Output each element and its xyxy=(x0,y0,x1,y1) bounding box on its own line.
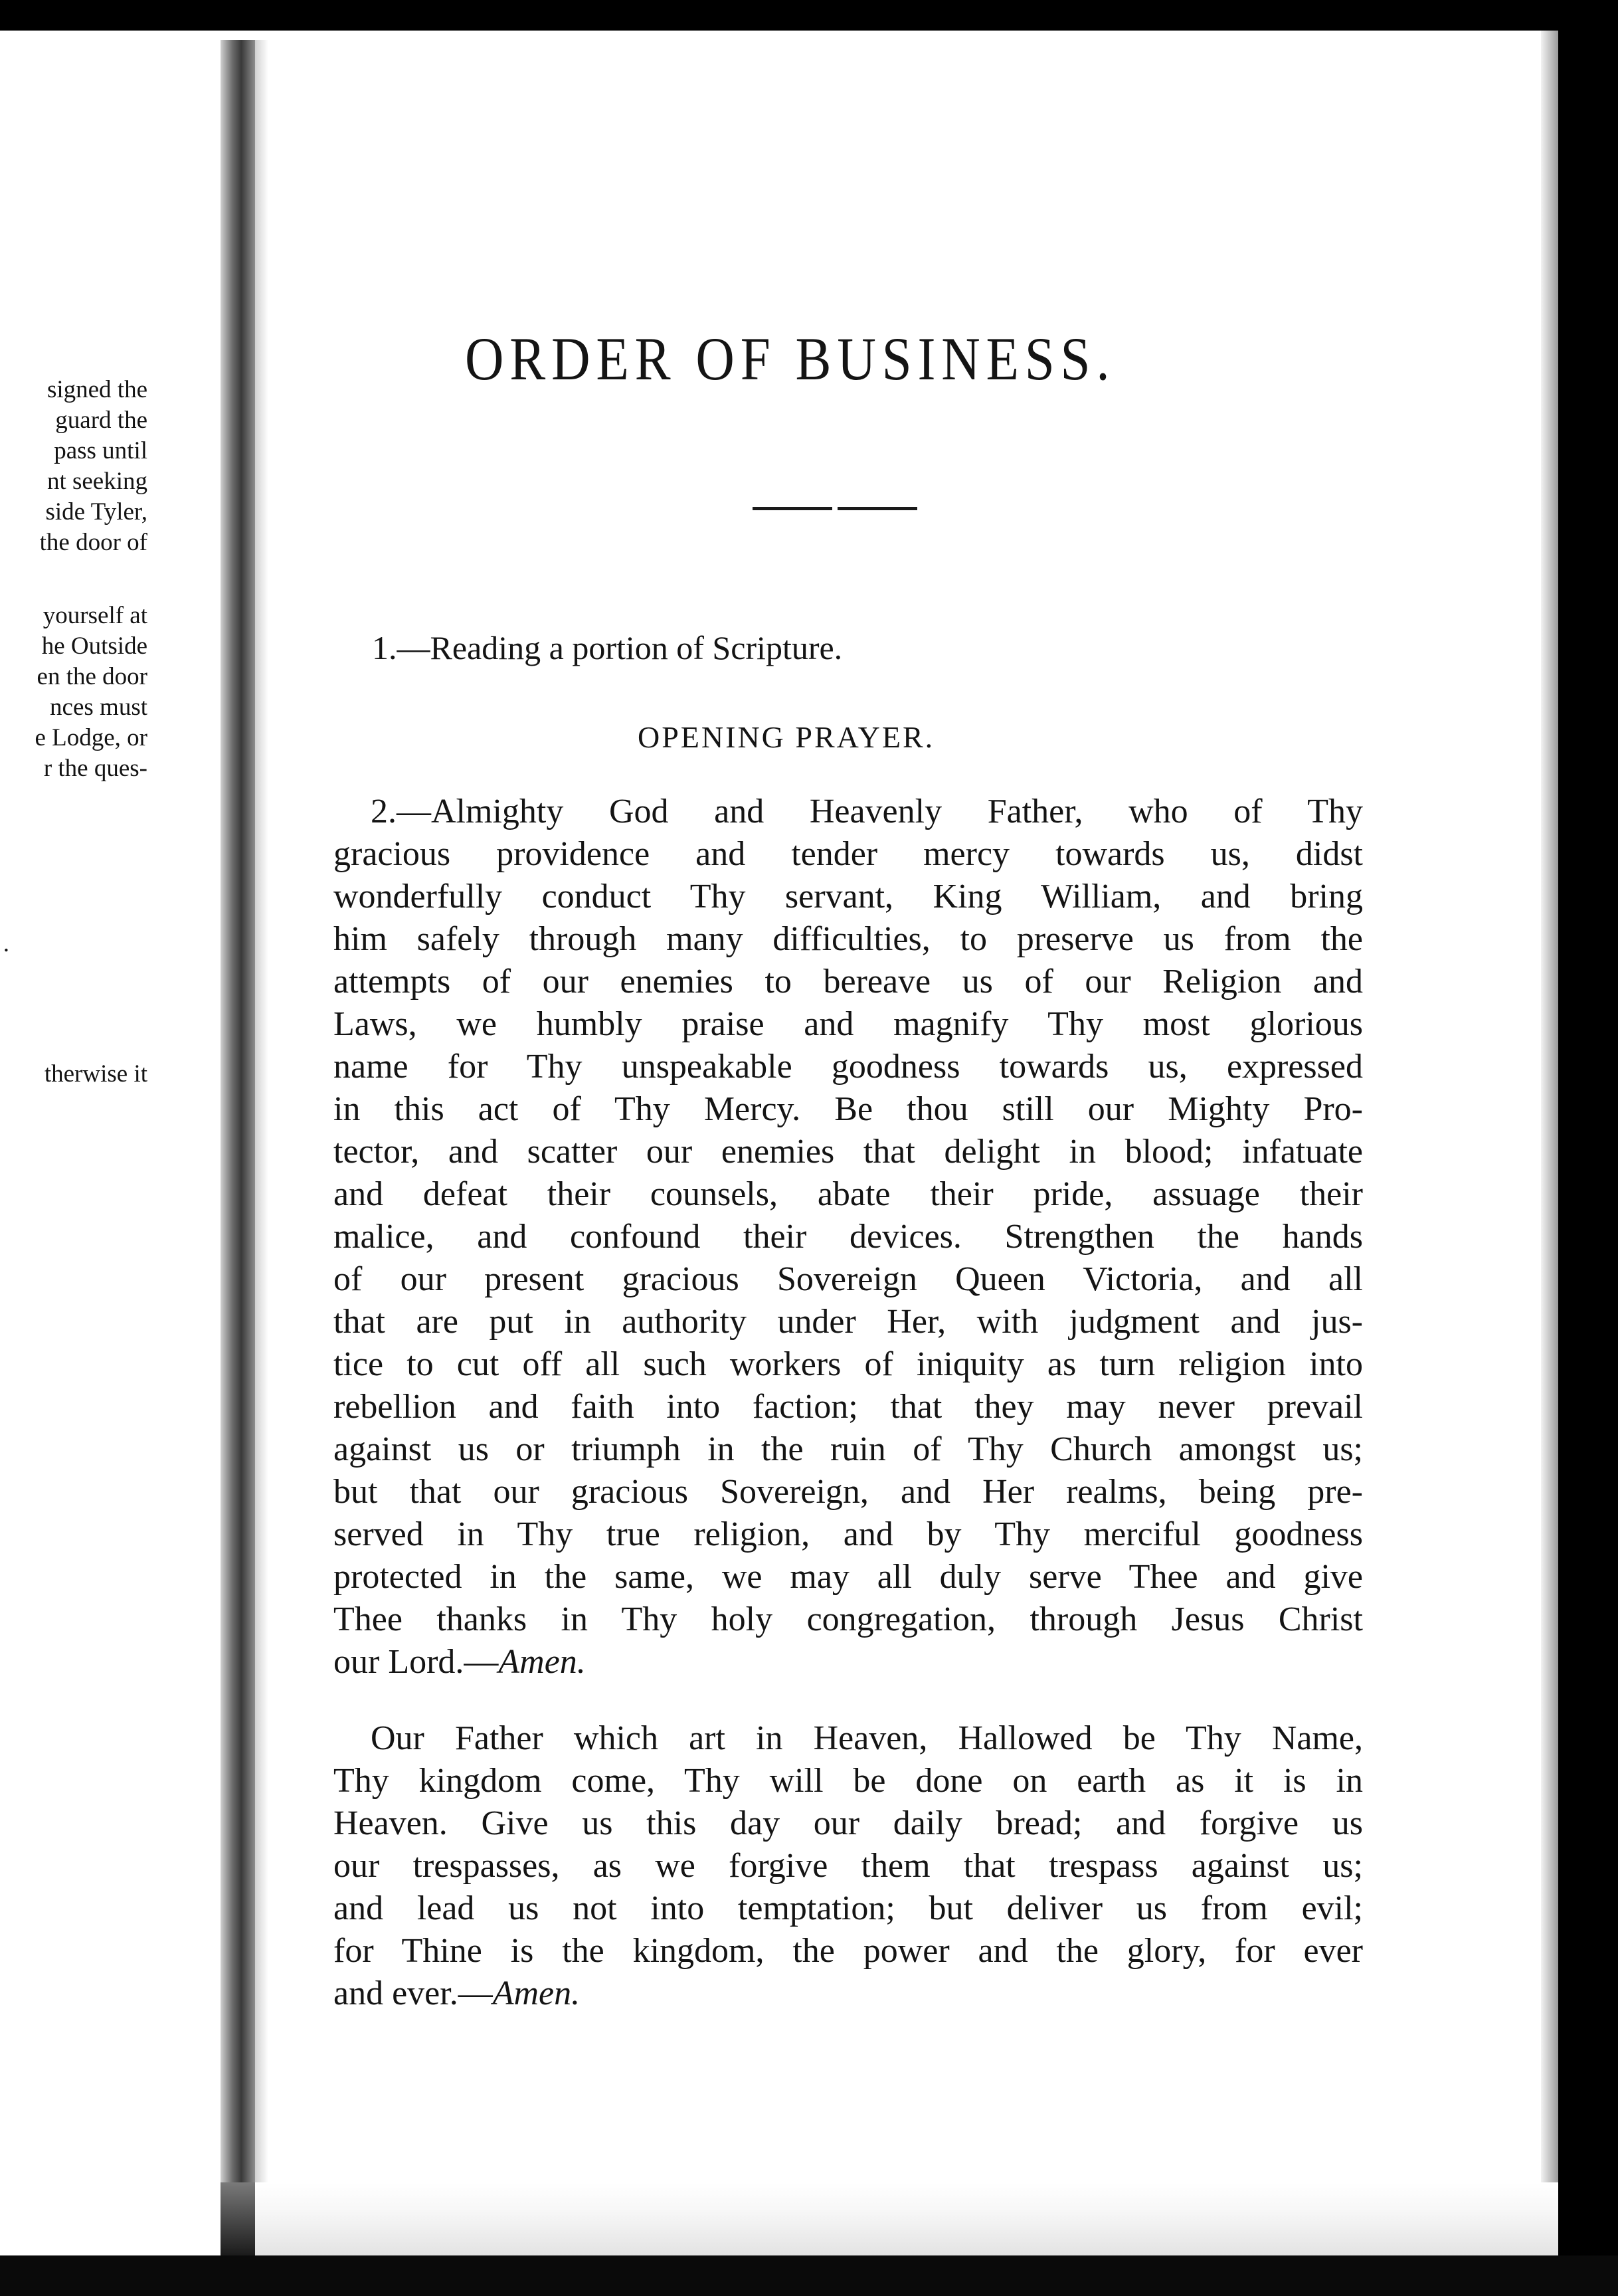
spine-bottom xyxy=(221,2182,260,2255)
opening-prayer xyxy=(333,791,1363,1683)
prayer-line: gracious providence and tender mercy towards us, didst xyxy=(333,835,1363,873)
prayer-line: rebellion and faith into faction; that they may never prevail xyxy=(333,1388,1363,1426)
prayer-line: of our present gracious Sovereign Queen Victoria, and all xyxy=(333,1260,1363,1298)
lords-prayer-line-last xyxy=(333,1972,1363,2015)
section-heading: OPENING PRAYER. xyxy=(638,720,935,754)
facing-page-line: the door of xyxy=(39,529,147,556)
prayer-line: but that our gracious Sovereign, and Her realms, being pre- xyxy=(333,1473,1363,1511)
prayer-line: attempts of our enemies to bereave us of our Religion and xyxy=(333,963,1363,1001)
lords-prayer-line: Heaven. Give us this day our daily bread; and forgive us xyxy=(333,1804,1363,1842)
lords-prayer-line: our trespasses, as we forgive them that trespass against us; xyxy=(333,1847,1363,1885)
amen: Amen. xyxy=(492,1974,581,2012)
facing-page-line: yourself at xyxy=(43,602,147,629)
prayer-line: in this act of Thy Mercy. Be thou still our Mighty Pro- xyxy=(333,1090,1363,1128)
prayer-line: wonderfully conduct Thy servant, King William, and bring xyxy=(333,878,1363,915)
facing-page-line: side Tyler, xyxy=(45,498,147,526)
prayer-line: tector, and scatter our enemies that delight in blood; infatuate xyxy=(333,1133,1363,1171)
prayer-line: served in Thy true religion, and by Thy merciful goodness xyxy=(333,1515,1363,1553)
facing-page-line: guard the xyxy=(55,407,147,434)
prayer-line: against us or triumph in the ruin of Thy Church amongst us; xyxy=(333,1430,1363,1468)
lords-prayer-line: Thy kingdom come, Thy will be done on earth as it is in xyxy=(333,1762,1363,1800)
facing-page-line: pass until xyxy=(54,437,147,464)
prayer-line: Thee thanks in Thy holy congregation, through Jesus Christ xyxy=(333,1600,1363,1638)
lords-prayer-line: for Thine is the kingdom, the power and the glory, for ever xyxy=(333,1932,1363,1970)
prayer-line: name for Thy unspeakable goodness towards us, expressed xyxy=(333,1048,1363,1086)
facing-page-line: nces must xyxy=(50,694,147,721)
facing-page-line: en the door xyxy=(37,663,147,690)
prayer-line: protected in the same, we may all duly serve Thee and give xyxy=(333,1558,1363,1596)
facing-page-line: signed the xyxy=(46,376,147,403)
prayer-line: and defeat their counsels, abate their pride, assuage their xyxy=(333,1175,1363,1213)
scan-border-top xyxy=(0,0,1618,31)
prayer-line: malice, and confound their devices. Strengthen the hands xyxy=(333,1218,1363,1256)
facing-page-line: therwise it xyxy=(44,1060,147,1088)
facing-page-line: nt seeking xyxy=(46,468,147,495)
title-divider-gap xyxy=(832,507,838,510)
amen: Amen. xyxy=(498,1643,586,1681)
page-title: ORDER OF BUSINESS. xyxy=(465,325,1116,393)
business-item-1: 1.—Reading a portion of Scripture. xyxy=(372,629,843,666)
facing-page-line: e Lodge, or xyxy=(35,724,147,751)
facing-page xyxy=(0,31,221,2255)
lords-prayer-line: and lead us not into temptation; but deliver us from evil; xyxy=(333,1889,1363,1927)
lords-prayer xyxy=(333,1717,1363,2015)
facing-page-line: he Outside xyxy=(41,632,147,660)
lords-prayer-closing: and ever.— xyxy=(333,1974,493,2012)
page-edge-right xyxy=(1541,31,1558,2289)
lords-prayer-line: Our Father which art in Heaven, Hallowed be Thy Name, xyxy=(371,1719,1363,1757)
prayer-closing: our Lord.— xyxy=(333,1643,499,1681)
prayer-line: him safely through many difficulties, to preserve us from the xyxy=(333,920,1363,958)
page-edge-bottom xyxy=(255,2182,1558,2255)
scan-border-right xyxy=(1558,0,1618,2296)
spine-shadow xyxy=(255,40,268,2182)
book-spine xyxy=(221,40,255,2182)
prayer-line: tice to cut off all such workers of iniquity as turn religion into xyxy=(333,1345,1363,1383)
prayer-line: Laws, we humbly praise and magnify Thy most glorious xyxy=(333,1005,1363,1043)
facing-page-line: r the ques- xyxy=(43,755,147,782)
facing-page-line: . xyxy=(3,930,9,957)
prayer-line: that are put in authority under Her, with judgment and jus- xyxy=(333,1303,1363,1341)
prayer-line: 2.—Almighty God and Heavenly Father, who of Thy xyxy=(371,793,1363,830)
prayer-line-last xyxy=(333,1641,1363,1683)
scan-border-bottom xyxy=(0,2255,1618,2296)
